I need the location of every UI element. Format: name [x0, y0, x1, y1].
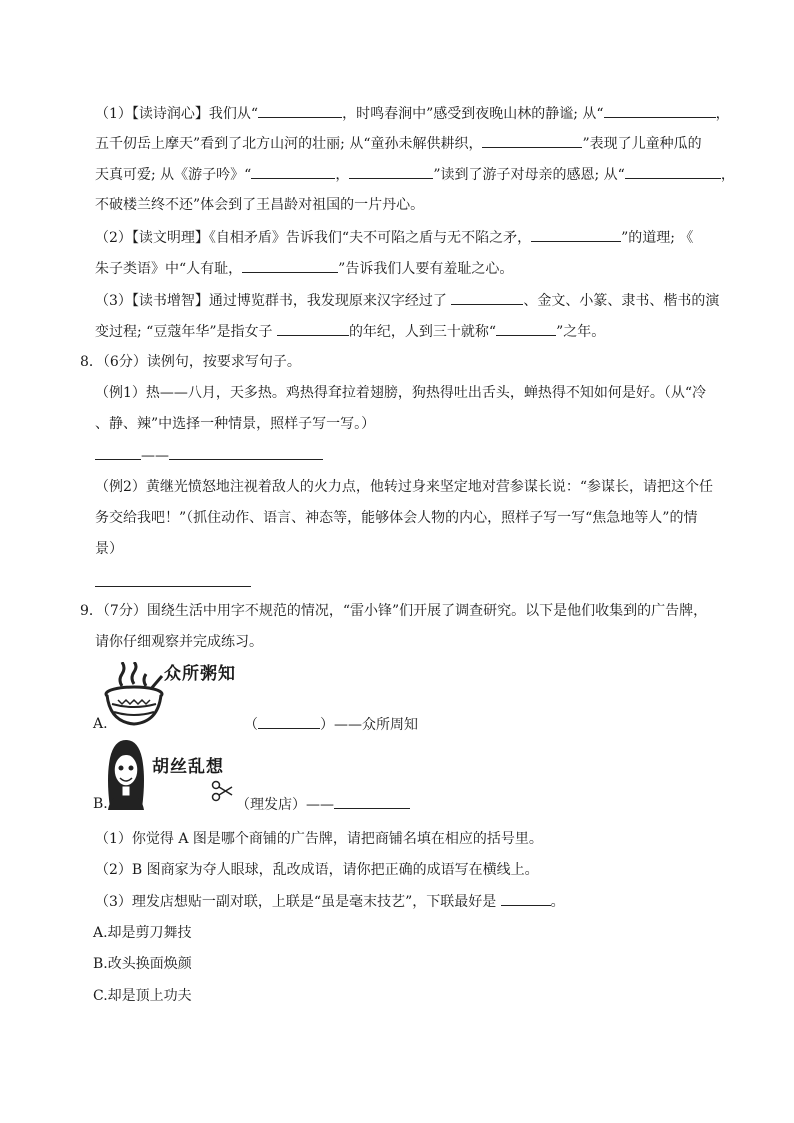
bowl-icon [104, 662, 166, 728]
blank[interactable] [334, 794, 410, 809]
text: （3）理发店想贴一副对联，上联是“虽是毫末技艺”，下联最好是 [95, 894, 501, 910]
blank[interactable] [625, 164, 721, 179]
q8-example2-line2: 务交给我吧！”（抓住动作、语言、神态等，能够体会人物的内心，照样子写一写“焦急地等人”的情 [95, 510, 698, 526]
q8-example1-line2: 、静、辣”中选择一种情景，照样子写一写。） [95, 416, 376, 432]
text: 的年纪，人到三十就称“ [348, 324, 497, 340]
choice-b[interactable]: B.改头换面焕颜 [93, 956, 192, 972]
text: 、金文、小篆、隶书、楷书的演 [523, 293, 720, 309]
text: ”告诉我们人要有羞耻之心。 [338, 261, 514, 277]
q8-example1-line1: （例1）热——八月，天多热。鸡热得耷拉着翅膀，狗热得吐出舌头，蝉热得不知如何是好。（从“冷 [95, 385, 707, 401]
blank[interactable] [169, 445, 323, 460]
q9-sub2: （2）B 图商家为夺人眼球，乱改成语，请你把正确的成语写在横线上。 [95, 862, 539, 878]
text: 变过程; “豆蔻年华”是指女子 [95, 324, 277, 340]
text: 天真可爱; 从《游子吟》“ [95, 167, 252, 183]
text: ） [320, 717, 334, 733]
text: （理发店）—— [236, 797, 334, 813]
text: （3）【读书增智】通过博览群书，我发现原来汉字经过了 [95, 293, 452, 309]
blank[interactable] [95, 445, 141, 460]
q8-heading: 8．（6分）读例句，按要求写句子。 [80, 354, 301, 370]
q7-part3-line1 [95, 290, 719, 311]
text: ， [720, 167, 735, 183]
text: ”之年。 [556, 324, 606, 340]
blank[interactable] [95, 572, 251, 587]
choice-a[interactable]: A.却是剪刀舞技 [93, 925, 192, 941]
q7-part1-line4: 不破楼兰终不还”体会到了王昌龄对祖国的一片丹心。 [95, 197, 425, 213]
dash: —— [141, 448, 169, 464]
blank[interactable] [277, 321, 349, 336]
q7-part1-line3 [95, 164, 735, 185]
girl-portrait-icon [104, 738, 148, 810]
text: ， [715, 106, 730, 122]
text: （1）【读诗润心】我们从“ [95, 106, 259, 122]
text: ”的道理; 《 [621, 230, 694, 246]
blank[interactable] [349, 164, 433, 179]
text: ——众所周知 [334, 717, 418, 733]
text: （ [244, 717, 258, 733]
text: 朱子类语》中“人有耻， [95, 261, 243, 277]
scissors-icon [210, 780, 234, 802]
blank[interactable] [501, 891, 551, 906]
choice-c[interactable]: C.却是顶上功夫 [93, 988, 192, 1004]
text: 。 [550, 894, 565, 910]
blank[interactable] [251, 164, 335, 179]
q7-part3-line2 [95, 321, 605, 342]
blank[interactable] [482, 133, 582, 148]
text: ”读到了游子对母亲的感恩; 从“ [433, 167, 625, 183]
q7-part1-line1 [95, 103, 730, 124]
q8-answer1 [95, 445, 323, 466]
text: ”表现了儿童种瓜的 [582, 136, 702, 152]
text: 五千仞岳上摩天”看到了北方山河的壮丽; 从“童孙未解供耕织， [95, 136, 483, 152]
blank[interactable] [531, 227, 621, 242]
q9-heading-line2: 请你仔细观察并完成练习。 [95, 634, 263, 650]
blank[interactable] [451, 290, 523, 305]
q9-sub3 [95, 891, 565, 912]
text: ， [335, 167, 350, 183]
option-a-label: A. [93, 716, 108, 732]
q7-part1-line2 [95, 133, 702, 154]
option-b-label: B. [93, 796, 108, 812]
blank[interactable] [258, 714, 320, 729]
sign-b-answer [236, 794, 410, 815]
sign-a-answer [244, 714, 418, 735]
q7-part2-line1 [95, 227, 693, 248]
q7-part2-line2 [95, 258, 513, 279]
q9-heading: 9．（7分）围绕生活中用字不规范的情况，“雷小锋”们开展了调查研究。以下是他们收集到的广告牌， [80, 603, 708, 619]
blank[interactable] [242, 258, 338, 273]
q8-answer2 [95, 572, 251, 593]
text: （2）【读文明理】《自相矛盾》告诉我们“夫不可陷之盾与无不陷之矛， [95, 230, 532, 246]
text: ，时鸣春涧中”感受到夜晚山林的静谧; 从“ [342, 106, 604, 122]
sign-b-text: 胡丝乱想 [152, 757, 224, 777]
q8-example2-line1: （例2）黄继光愤怒地注视着敌人的火力点，他转过身来坚定地对营参谋长说：“参谋长，请把这个任 [95, 479, 714, 495]
blank[interactable] [496, 321, 556, 336]
blank[interactable] [258, 103, 342, 118]
sign-a-text: 众所粥知 [164, 664, 236, 684]
blank[interactable] [604, 103, 716, 118]
q8-example2-line3: 景） [95, 541, 123, 557]
q9-sub1: （1）你觉得 A 图是哪个商铺的广告牌，请把商铺名填在相应的括号里。 [95, 831, 543, 847]
